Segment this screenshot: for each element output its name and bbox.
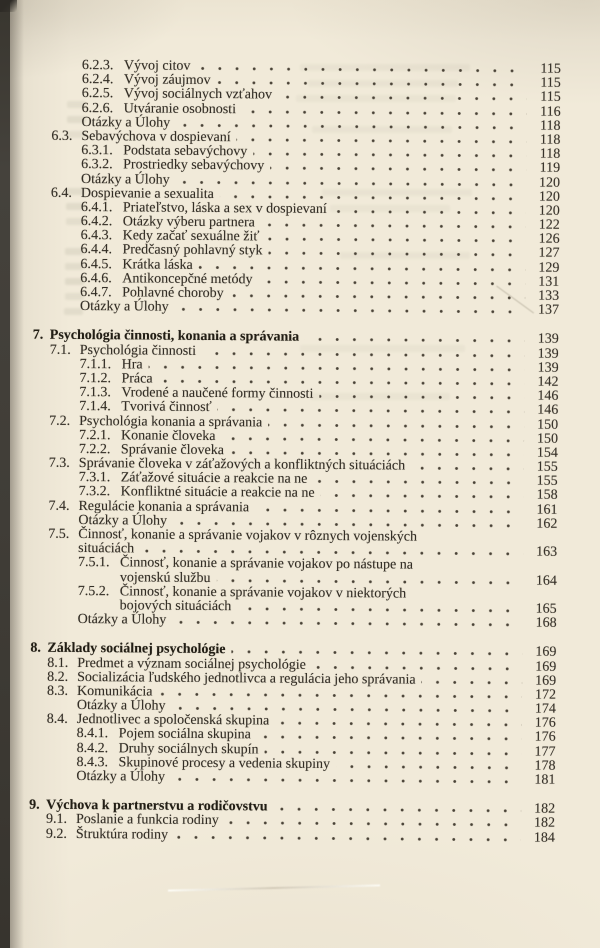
toc-entry-title: Štruktúra rodiny <box>75 826 169 843</box>
leader-dots <box>176 180 526 186</box>
leader-dots <box>275 722 522 727</box>
leader-dots <box>274 808 522 813</box>
toc-entry-page: 172 <box>534 687 557 703</box>
leader-dots <box>336 765 522 769</box>
toc-entry-page: 169 <box>535 673 557 689</box>
toc-entry-title: Práca <box>121 371 153 387</box>
toc-entry-page: 174 <box>534 701 556 717</box>
leader-dots <box>319 395 524 400</box>
toc-entry-title: Druhy sociálnych skupín <box>118 740 259 758</box>
toc-entry-title: Výchova k partnerstvu a rodičovstvu <box>46 797 268 815</box>
toc-entry-number: 7.1. <box>49 342 71 358</box>
leader-dots <box>422 680 523 684</box>
toc-entry-number: 7.3.2. <box>78 484 111 500</box>
leader-dots <box>172 707 522 713</box>
leader-dots <box>270 167 526 172</box>
toc-entry-number: 7.1.4. <box>79 399 111 415</box>
leader-dots <box>202 352 525 358</box>
toc-entry-page: 146 <box>537 402 559 419</box>
leader-dots <box>225 822 521 827</box>
toc-entry-page: 155 <box>536 473 558 489</box>
toc-entry-page: 127 <box>538 246 560 262</box>
paper-crease <box>168 884 380 891</box>
toc-entry-page: 169 <box>535 644 557 661</box>
leader-dots <box>173 522 523 528</box>
leader-dots <box>158 692 522 698</box>
toc-entry-title: Poslanie a funkcia rodiny <box>75 812 219 829</box>
toc-entry-number: 7.2. <box>49 413 71 429</box>
toc-entry-row <box>0 827 555 846</box>
toc-entry-number: 6.4.4. <box>80 242 113 258</box>
toc-entry-page: 146 <box>537 388 559 404</box>
toc-entry-title: Regulácie konania a správania <box>78 498 250 515</box>
toc-entry-number: 6.2.4. <box>81 72 114 88</box>
toc-entry-number: 8.4. <box>46 711 68 728</box>
toc-entry-number: 6.2.5. <box>81 86 114 102</box>
toc-entry-number: 7.1.1. <box>79 356 112 372</box>
toc-entry-page: 115 <box>540 61 562 77</box>
leader-dots <box>174 835 521 841</box>
leader-dots <box>217 579 523 584</box>
toc-entry-page: 120 <box>538 189 560 205</box>
toc-entry-page: 181 <box>534 772 556 788</box>
toc-entry-page: 122 <box>538 217 560 233</box>
toc-entry-page: 139 <box>537 346 559 362</box>
toc-entry-page: 129 <box>538 260 560 276</box>
toc-entry-number: 6.4.1. <box>80 199 113 216</box>
toc-entry-page: 139 <box>537 360 559 376</box>
leader-dots <box>268 252 525 257</box>
toc-entry-number: 7.1.2. <box>79 370 112 387</box>
toc-entry-title: Otázky a Úlohy <box>81 171 170 188</box>
toc-entry-page: 116 <box>540 104 561 120</box>
toc-entry-title: Vývoj záujmov <box>123 72 211 89</box>
toc-entry-title: Utváranie osobnosti <box>123 100 237 117</box>
leader-dots <box>149 365 525 371</box>
toc-entry-page: 176 <box>534 730 556 746</box>
toc-entry-row <box>0 612 557 631</box>
toc-entry-title: Vývoj citov <box>123 58 191 74</box>
leader-dots <box>411 467 524 471</box>
toc-entry-row <box>0 300 559 319</box>
toc-entry-page: 133 <box>538 288 560 304</box>
toc-entry-page: 182 <box>533 815 556 832</box>
toc-entry-page: 184 <box>533 830 555 846</box>
toc-entry-number: 8.1. <box>47 655 69 671</box>
leader-dots <box>159 380 525 386</box>
leader-dots <box>196 67 527 73</box>
toc-entry-number: 7.3.1. <box>78 470 111 486</box>
toc-entry-page: 169 <box>535 659 557 675</box>
leader-dots <box>268 423 524 428</box>
toc-entry-title: Činnosť, konanie a správanie vojakov po nástupe na <box>119 555 414 573</box>
toc-entry-number: 6.2.3. <box>81 58 114 74</box>
toc-entry-title: Predmet a význam sociálnej psychológie <box>77 655 306 673</box>
toc-entry-title: Základy sociálnej psychológie <box>47 641 226 658</box>
toc-section <box>0 642 556 788</box>
toc-section <box>0 58 561 318</box>
leader-dots <box>265 750 522 755</box>
toc-entry-title: Dospievanie a sexualita <box>80 185 214 202</box>
leader-dots <box>230 451 524 456</box>
toc-entry-number: 9.1. <box>45 812 68 828</box>
toc-entry-number: 8. <box>30 640 41 657</box>
toc-entry-title: Predčasný pohlavný styk <box>122 242 263 259</box>
toc-entry-page: 158 <box>536 488 558 504</box>
toc-entry-number: 7.5.2. <box>77 583 110 599</box>
toc-entry-title: Pohlavné choroby <box>122 285 224 302</box>
toc-entry-page: 163 <box>536 544 558 560</box>
leader-dots <box>278 96 527 101</box>
toc-entry-page: 150 <box>537 417 559 433</box>
toc-entry-title: Otázky a Úlohy <box>76 768 166 785</box>
toc-entry-number: 8.4.2. <box>76 740 109 756</box>
toc-entry-page: 120 <box>538 175 561 191</box>
leader-dots <box>333 210 526 215</box>
toc-entry-page: 119 <box>539 160 561 177</box>
toc-entry-title: bojových situáciách <box>119 598 232 615</box>
toc-entry-number: 6.4.6. <box>80 270 112 287</box>
toc-entry-page: 120 <box>538 203 560 219</box>
leader-dots <box>220 195 526 200</box>
leader-dots <box>312 665 522 670</box>
toc-entry-page: 118 <box>539 132 561 148</box>
leader-dots <box>237 138 527 143</box>
toc-entry-number: 7.2.2. <box>78 441 111 458</box>
toc-entry-title: Otázky a Úlohy <box>81 114 171 131</box>
toc-entry-title: Otázky výberu partnera <box>122 214 255 231</box>
toc-entry-title: Prostriedky sebavýchovy <box>123 157 265 174</box>
toc-entry-page: 161 <box>536 502 558 518</box>
leader-dots <box>259 280 526 285</box>
toc-entry-title: Jednotlivec a spoločenská skupina <box>76 712 270 729</box>
toc-entry-title: Psychológia činnosti, konania a správania <box>49 328 300 346</box>
toc-entry-title: Otázky a Úlohy <box>77 612 167 628</box>
leader-dots <box>257 736 522 741</box>
toc-entry-page: 155 <box>536 459 558 475</box>
leader-dots <box>242 110 527 115</box>
toc-entry-number: 6.3.2. <box>81 157 113 173</box>
toc-entry-title: Priateľstvo, láska a sex v dospievaní <box>122 200 327 217</box>
toc-entry-page: 126 <box>538 231 560 248</box>
toc-entry-page: 177 <box>534 744 556 760</box>
toc-entry-number: 8.2. <box>47 669 69 685</box>
toc-entry-page: 137 <box>537 302 560 318</box>
toc-entry-title: Činnosť, konanie a správanie vojakov v niektorých <box>119 584 407 602</box>
leader-dots <box>261 223 526 228</box>
toc-entry-title: Krátka láska <box>122 256 193 273</box>
toc-entry-number: 7.1.3. <box>79 385 111 401</box>
toc-entry-title: Kedy začať sexuálne žiť <box>122 228 260 245</box>
toc-entry-page: 115 <box>540 75 561 91</box>
scan-edge-corner <box>0 0 17 12</box>
leader-dots <box>255 508 523 513</box>
toc-entry-title: vojenskú službu <box>119 569 211 586</box>
toc-entry-title: Otázky a Úlohy <box>78 512 168 529</box>
toc-entry-title: Správanie človeka <box>120 442 225 459</box>
toc-entry-page: 176 <box>534 715 556 731</box>
toc-entry-title: Správanie človeka v záťažových a konfliktných situáciách <box>78 456 406 474</box>
toc-entry-page: 150 <box>536 431 559 447</box>
leader-dots <box>321 494 524 499</box>
toc-entry-page: 168 <box>535 615 557 631</box>
toc-entry-number: 6.3. <box>51 128 73 144</box>
toc-entry-number: 8.4.1. <box>76 726 109 742</box>
leader-dots <box>313 480 523 485</box>
toc-entry-page: 142 <box>537 374 559 390</box>
toc-entry-title: Otázky a Úlohy <box>80 299 169 315</box>
toc-entry-page: 118 <box>539 146 561 162</box>
leader-dots <box>175 308 525 314</box>
toc-entry-number: 8.4.3. <box>76 754 109 771</box>
toc-entry-title: Tvorivá činnosť <box>121 399 212 416</box>
leader-dots <box>176 123 526 129</box>
toc-entry-page: 182 <box>534 801 556 817</box>
toc-entry-title: situáciách <box>78 541 135 557</box>
toc-entry-page: 118 <box>539 118 561 134</box>
leader-dots <box>230 294 526 299</box>
toc-entry-title: Socializácia ľudského jednotlivca a regulácia jeho správania <box>77 669 416 688</box>
leader-dots <box>171 778 521 784</box>
toc-entry-number: 6.4.7. <box>80 284 112 301</box>
toc-entry-title: Skupinové procesy a vedenia skupiny <box>118 755 331 772</box>
toc-entry-number: 7.3. <box>48 455 70 471</box>
toc-entry-title: Konfliktné situácie a reakcie na ne <box>120 484 315 502</box>
leader-dots <box>231 651 522 656</box>
toc-entry-number: 9. <box>29 797 40 813</box>
leader-dots <box>218 408 525 413</box>
toc-entry-title: Otázky a Úlohy <box>76 698 166 714</box>
leader-dots <box>199 266 526 272</box>
toc-entry-title: Činnosť, konanie a správanie vojakov v rôznych vojenských <box>78 526 418 545</box>
toc-entry-number: 6.3.1. <box>81 143 113 159</box>
toc-entry-page: 162 <box>536 516 558 532</box>
leader-dots <box>305 338 525 343</box>
toc-section <box>0 329 559 631</box>
toc-entry-title: Vývoj sociálnych vzťahov <box>123 86 273 103</box>
toc-entry-page: 131 <box>538 274 560 290</box>
toc-entry-number: 6.2.6. <box>81 100 114 116</box>
toc-entry-number: 6.4. <box>50 185 73 201</box>
toc-entry-number: 8.3. <box>46 683 69 699</box>
toc-entry-title: Sebavýchova v dospievaní <box>81 128 231 146</box>
toc-entry-page: 178 <box>534 758 556 774</box>
leader-dots <box>172 621 522 627</box>
leader-dots <box>237 607 522 612</box>
leader-dots <box>217 81 527 86</box>
toc-entry-title: Komunikácia <box>76 683 153 700</box>
toc-entry-row <box>0 769 555 788</box>
leader-dots <box>253 152 526 157</box>
toc-entry-page: 165 <box>535 601 557 617</box>
toc-entry-page: 139 <box>537 331 559 348</box>
toc-entry-title: Záťažové situácie a reakcie na ne <box>120 470 308 488</box>
toc-entry-number: 7.4. <box>48 498 70 514</box>
toc-entry-title: Vrodené a naučené formy činnosti <box>121 385 314 402</box>
toc-entry-title: Konanie človeka <box>120 428 216 444</box>
toc-entry-title: Psychológia konania a správania <box>79 413 263 430</box>
toc-entry-number: 6.4.3. <box>80 228 113 244</box>
toc-entry-number: 6.4.2. <box>80 214 113 230</box>
toc-entry-title: Psychológia činnosti <box>79 342 197 359</box>
toc-entry-number: 7. <box>32 327 44 344</box>
toc-entry-number: 6.4.5. <box>80 256 112 272</box>
toc-entry-title: Pojem sociálna skupina <box>118 726 251 743</box>
toc-entry-page: 164 <box>535 573 557 589</box>
toc-entry-number: 7.2.1. <box>78 427 111 443</box>
toc-entry-number: 7.5.1. <box>77 555 110 571</box>
leader-dots <box>265 238 525 243</box>
book-spine-edge <box>0 0 10 948</box>
toc-entry-title: Podstata sebavýchovy <box>123 143 248 160</box>
toc-section <box>0 799 555 846</box>
leader-dots <box>140 550 523 556</box>
leader-dots <box>221 437 524 442</box>
toc-entry-page: 115 <box>540 89 561 106</box>
toc-entry-number: 9.2. <box>45 826 67 842</box>
toc-entry-number: 7.5. <box>48 526 70 542</box>
toc-entry-page: 154 <box>536 445 558 461</box>
toc-entry-title: Hra <box>121 357 143 373</box>
toc-entry-title: Antikoncepčné metódy <box>122 271 253 288</box>
